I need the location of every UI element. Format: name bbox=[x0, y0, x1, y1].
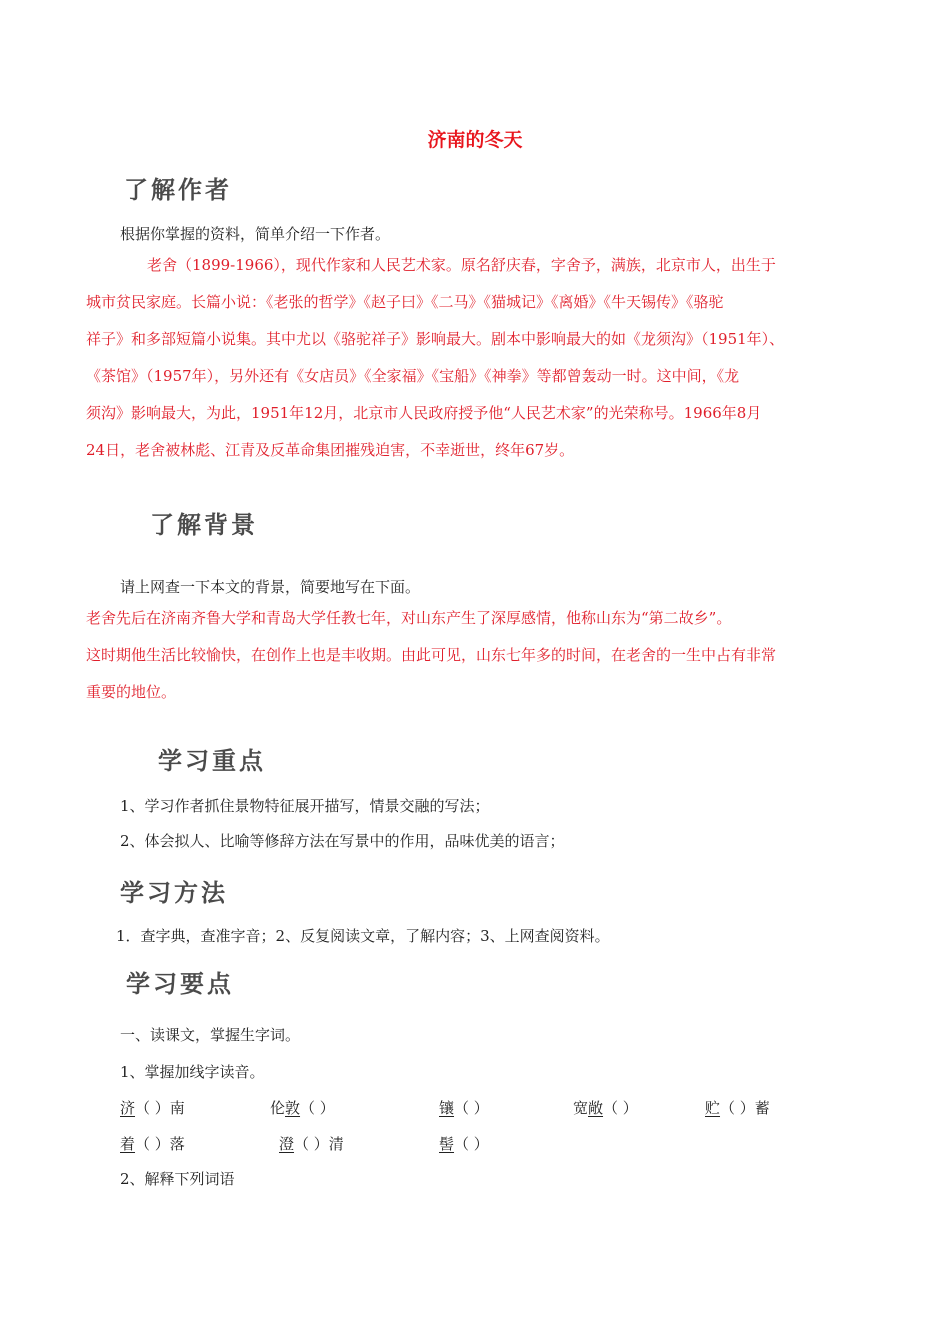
keypoints-line: 一、读课文，掌握生字词。 bbox=[120, 1026, 301, 1044]
background-answer bbox=[86, 600, 866, 711]
author-answer-line: 城市贫民家庭。长篇小说：《老张的哲学》《赵子曰》《二马》《猫城记》《离婚》《牛天锡传》《骆驼 bbox=[86, 293, 724, 311]
pinyin-blank: （ ）落 bbox=[135, 1135, 185, 1153]
underlined-char: 敞 bbox=[588, 1099, 604, 1117]
author-answer bbox=[86, 247, 866, 469]
plain-char: 宽 bbox=[573, 1099, 589, 1117]
pinyin-blank: （ ）蓄 bbox=[720, 1099, 770, 1117]
pinyin-blank: （ ）南 bbox=[135, 1099, 185, 1117]
author-prompt: 根据你掌握的资料，简单介绍一下作者。 bbox=[120, 225, 391, 243]
pinyin-row bbox=[0, 1097, 950, 1119]
section-heading-author: 了解作者 bbox=[124, 176, 232, 204]
pinyin-item bbox=[697, 1097, 770, 1118]
pinyin-item bbox=[120, 1133, 185, 1154]
underlined-char: 贮 bbox=[705, 1099, 721, 1117]
underlined-char: 髻 bbox=[439, 1135, 455, 1153]
author-answer-line: 24日，老舍被林彪、江青及反革命集团摧残迫害，不幸逝世，终年67岁。 bbox=[86, 441, 575, 459]
pinyin-item bbox=[439, 1097, 489, 1118]
plain-char: 伦 bbox=[270, 1099, 286, 1117]
author-answer-line: 须沟》影响最大，为此，1951年12月，北京市人民政府授予他“人民艺术家”的光荣称号。1966年8月 bbox=[86, 404, 762, 422]
underlined-char: 敦 bbox=[285, 1099, 301, 1117]
section-heading-background: 了解背景 bbox=[150, 511, 258, 539]
pinyin-item bbox=[120, 1097, 185, 1118]
pinyin-blank: （ ） bbox=[603, 1099, 638, 1117]
section-heading-method: 学习方法 bbox=[120, 879, 228, 907]
keypoints-line: 2、解释下列词语 bbox=[120, 1170, 235, 1188]
background-answer-line: 老舍先后在济南齐鲁大学和青岛大学任教七年，对山东产生了深厚感情，他称山东为“第二故乡”。 bbox=[86, 609, 732, 627]
underlined-char: 镶 bbox=[439, 1099, 455, 1117]
keypoints-line: 1、掌握加线字读音。 bbox=[120, 1063, 265, 1081]
section-heading-keypoints: 学习要点 bbox=[126, 970, 234, 998]
pinyin-blank: （ ） bbox=[454, 1099, 489, 1117]
pinyin-item bbox=[279, 1133, 344, 1154]
pinyin-item bbox=[270, 1097, 335, 1118]
author-answer-line: 老舍（1899-1966），现代作家和人民艺术家。原名舒庆春，字舍予，满族，北京市人，出生于 bbox=[147, 256, 776, 274]
pinyin-row bbox=[0, 1133, 950, 1155]
section-heading-focus: 学习重点 bbox=[158, 747, 266, 775]
pinyin-blank: （ ）清 bbox=[294, 1135, 344, 1153]
pinyin-item bbox=[573, 1097, 638, 1118]
focus-item: 1、学习作者抓住景物特征展开描写，情景交融的写法； bbox=[120, 797, 490, 815]
pinyin-blank: （ ） bbox=[300, 1099, 335, 1117]
pinyin-item bbox=[439, 1133, 489, 1154]
underlined-char: 澄 bbox=[279, 1135, 295, 1153]
author-answer-line: 祥子》和多部短篇小说集。其中尤以《骆驼祥子》影响最大。剧本中影响最大的如《龙须沟》（1951年）、 bbox=[86, 330, 785, 348]
page-title: 济南的冬天 bbox=[427, 129, 523, 151]
background-prompt: 请上网查一下本文的背景，简要地写在下面。 bbox=[120, 578, 421, 596]
method-text: 1．查字典，查准字音；2、反复阅读文章，了解内容；3、上网查阅资料。 bbox=[116, 927, 610, 945]
focus-item: 2、体会拟人、比喻等修辞方法在写景中的作用，品味优美的语言； bbox=[120, 832, 565, 850]
author-answer-line: 《茶馆》（1957年），另外还有《女店员》《全家福》《宝船》《神拳》等都曾轰动一时。这中间，《龙 bbox=[86, 367, 740, 385]
background-answer-line: 重要的地位。 bbox=[86, 683, 177, 701]
underlined-char: 着 bbox=[120, 1135, 136, 1153]
underlined-char: 济 bbox=[120, 1099, 136, 1117]
pinyin-blank: （ ） bbox=[454, 1135, 489, 1153]
background-answer-line: 这时期他生活比较愉快，在创作上也是丰收期。由此可见，山东七年多的时间，在老舍的一生中占有非常 bbox=[86, 646, 777, 664]
